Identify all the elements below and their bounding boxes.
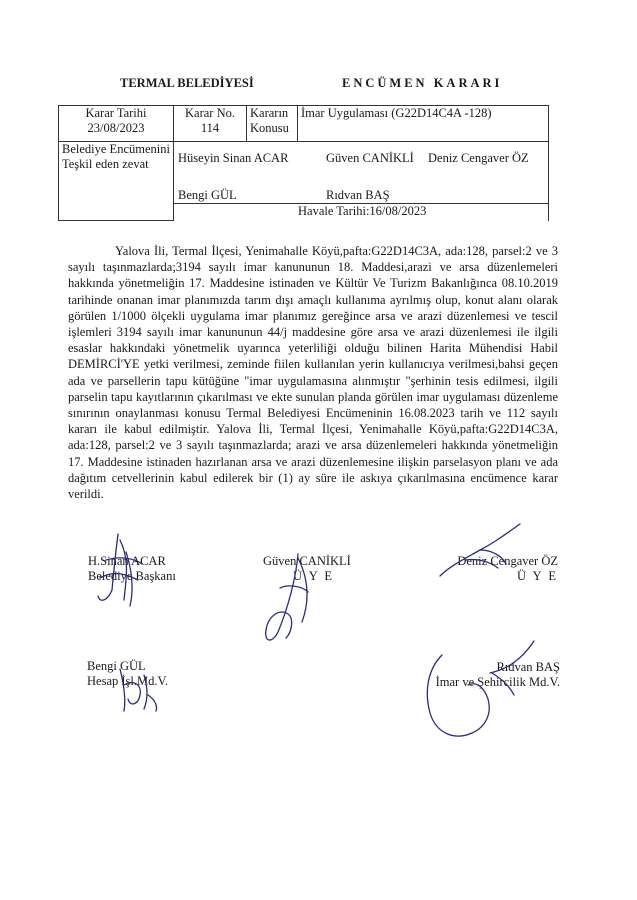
decision-number-value: 114	[200, 121, 220, 135]
decision-subject-label-cell	[247, 106, 298, 142]
signature-block-member-2	[424, 554, 558, 584]
committee-label-1: Belediye Encümenini	[62, 142, 170, 156]
member-3: Deniz Cengaver ÖZ	[428, 151, 529, 165]
decision-number-label: Karar No.	[185, 106, 235, 120]
committee-label-cell	[59, 142, 174, 221]
decision-number-cell	[174, 106, 247, 142]
committee-label-2: Teşkil eden zevat	[62, 157, 149, 171]
handwritten-signature-zoning	[418, 635, 548, 745]
member-5: Rıdvan BAŞ	[326, 188, 390, 202]
document-type-title: ENCÜMEN KARARI	[342, 76, 503, 90]
decision-date-value: 23/08/2023	[87, 121, 145, 135]
signer-name: Deniz Cengaver ÖZ	[457, 554, 558, 568]
decision-meta-table	[58, 105, 549, 221]
signer-title: Ü Y E	[293, 569, 335, 583]
signer-title: İmar ve Şehircilik Md.V.	[435, 675, 560, 689]
decision-body: Yalova İli, Termal İlçesi, Yenimahalle Köyü,pafta:G22D14C3A, ada:128, parsel:2 ve 3 sayılı taşınmazlarda;3194 sayılı imar kanununun 18. Maddesi,arazi ve arsa düzenlemeleri hakkında yönetmeliğin 17. Maddesine istinaden ve Kültür Ve Turizm Bakanlığınca 08.10.2019 tarihinde onanan imar planımızda tarım dışı amaçlı kullanıma ayrılmış olup, konut alanı olarak görülen 1/1000 ölçekli uygulama imar planımız gereğince arsa ve arazi düzenlemesi ve tescil işlemleri 3194 sayılı imar kanununun 44/j maddesine göre arsa ve arazi düzenlemesi ile ilgili esaslar hakkındaki yönetmelik uyarınca yeterliliği olduğu bilinen Harita Mühendisi Habil DEMİRCİ'YE yetki verilmesi, zeminde fiilen kullanılan yerin kullanıcıya verilmesi,bahsi geçen ada ve parsellerin tapu kütüğüne "imar uygulamasına alınmıştır "şerhinin tesis edilmesi, ilgili parselin tapu kayıtlarının çıkarılması ve ekte sunulan planda görülen imar uygulaması düzenleme sınırının onaylanması konusu Termal Belediyesi Encümeninin 16.08.2023 tarih ve 112 sayılı kararı ile kabul edilmiştir. Yalova İli, Termal İlçesi, Yenimahalle Köyü,pafta:G22D14C3A, ada:128, parsel:2 ve 3 sayılı taşınmazlarda; arazi ve arsa düzenlemeleri hakkında yönetmeliğin 17. Maddesine istinaden hazırlanan arsa ve arazi düzenlemesine ilişkin parselasyon planı ve ada dağıtım cetvellerinin kabul edilerek bir (1) ay süre ile askıya çıkarılmasına encümence karar verildi.	[68, 244, 558, 502]
transfer-date: Havale Tarihi:16/08/2023	[298, 204, 427, 218]
signature-block-member-1	[263, 554, 351, 584]
signature-block-mayor	[88, 554, 176, 584]
decision-date-label: Karar Tarihi	[85, 106, 147, 120]
member-4: Bengi GÜL	[178, 188, 237, 202]
signer-title: Hesap İşl.Md.V.	[87, 674, 169, 688]
signer-name: Rıdvan BAŞ	[496, 660, 560, 674]
member-1: Hüseyin Sinan ACAR	[178, 151, 289, 165]
decision-subject-label-2: Konusu	[250, 121, 289, 135]
member-2: Güven CANİKLİ	[326, 151, 414, 165]
decision-date-cell	[59, 106, 174, 142]
decision-subject-value: İmar Uygulaması (G22D14C4A -128)	[298, 106, 549, 142]
decision-subject-label-1: Kararın	[250, 106, 289, 120]
signer-title: Ü Y E	[516, 569, 558, 583]
signature-block-zoning	[430, 660, 560, 690]
municipality-title: TERMAL BELEDİYESİ	[120, 76, 254, 90]
committee-members-cell	[174, 142, 549, 221]
signer-name: Güven CANİKLİ	[263, 554, 351, 568]
signer-name: H.Sinan ACAR	[88, 554, 166, 568]
signature-block-finance	[87, 659, 168, 689]
signer-title: Belediye Başkanı	[88, 569, 176, 583]
signer-name: Bengi GÜL	[87, 659, 146, 673]
